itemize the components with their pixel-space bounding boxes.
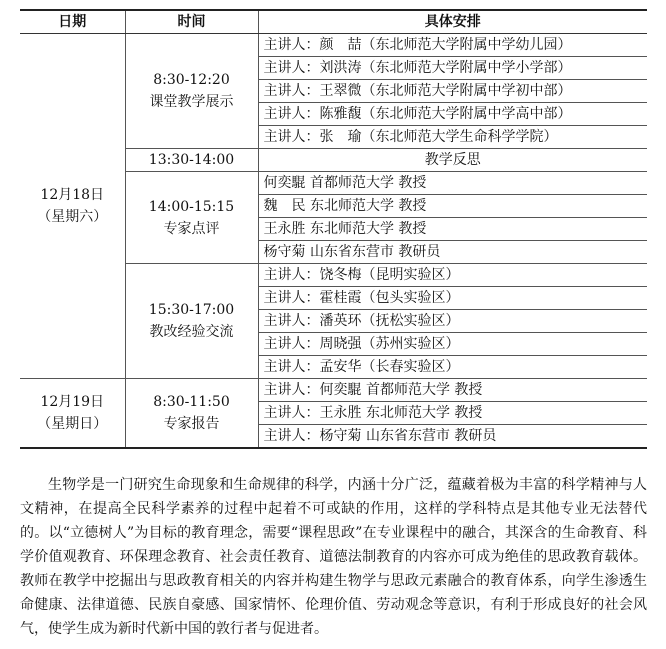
- header-arrangement: 具体安排: [258, 10, 647, 34]
- day1-block2-label: 专家点评: [163, 220, 220, 237]
- schedule-table: [20, 9, 647, 449]
- day2-block0-item-1: 主讲人：王永胜 东北师范大学 教授: [258, 402, 647, 425]
- day2-block0-time: 8:30-11:50: [153, 394, 230, 410]
- day1-block3-item-3: 主讲人：周晓强（苏州实验区）: [258, 333, 647, 356]
- day1-date: 12月18日: [40, 187, 105, 203]
- day1-block3-item-1: 主讲人：霍桂霞（包头实验区）: [258, 287, 647, 310]
- day1-block2-time: 14:00-15:15: [148, 198, 235, 215]
- table-row: [20, 379, 647, 402]
- day1-block0-item-0: 主讲人：颜 喆（东北师范大学附属中学幼儿园）: [258, 34, 647, 57]
- day1-block0-item-4: 主讲人：张 瑜（东北师范大学生命科学学院）: [258, 126, 647, 149]
- day1-block1-item-0: 教学反思: [258, 149, 647, 172]
- table-row: [20, 34, 647, 57]
- day2-block0-time-cell: [125, 379, 258, 449]
- day1-block0-time-cell: [125, 34, 258, 149]
- day1-date-cell: [20, 34, 125, 379]
- day2-weekday: （星期日）: [37, 416, 108, 432]
- day1-block0-item-1: 主讲人：刘洪涛（东北师范大学附属中学小学部）: [258, 57, 647, 80]
- day1-block2-item-3: 杨守菊 山东省东营市 教研员: [258, 241, 647, 264]
- day2-block0-item-0: 主讲人：何奕騉 首都师范大学 教授: [258, 379, 647, 402]
- day1-weekday: （星期六）: [37, 209, 108, 225]
- header-time: 时间: [125, 10, 258, 34]
- day1-block3-time-cell: [125, 264, 258, 379]
- day1-block0-item-3: 主讲人：陈雅馥（东北师范大学附属中学高中部）: [258, 103, 647, 126]
- day1-block1-time: 13:30-14:00: [125, 149, 258, 172]
- day1-block0-label: 课堂教学展示: [149, 94, 234, 110]
- day1-block0-item-2: 主讲人：王翠微（东北师范大学附属中学初中部）: [258, 80, 647, 103]
- header-date: 日期: [20, 10, 125, 34]
- table-header-row: [20, 10, 647, 34]
- day2-block0-label: 专家报告: [163, 416, 220, 432]
- day1-block2-time-cell: [125, 172, 258, 264]
- day2-date: 12月19日: [40, 394, 105, 410]
- day2-date-cell: [20, 379, 125, 449]
- day1-block3-item-4: 主讲人：孟安华（长春实验区）: [258, 356, 647, 379]
- day2-block0-item-2: 主讲人：杨守菊 山东省东营市 教研员: [258, 425, 647, 449]
- body-paragraph: 生物学是一门研究生命现象和生命规律的科学，内涵十分广泛，蕴藏着极为丰富的科学精神与人文精神，在提高全民科学素养的过程中起着不可或缺的作用，这样的学科特点是其他专业无法替代的。以“立德树人”为目标的教育理念，需要“课程思政”在专业课程中的融合，其深含的生命教育、科学价值观教育、环保理念教育、社会责任教育、道德法制教育的内容亦可成为绝佳的思政教育载体。教师在教学中挖掘出与思政教育相关的内容并构建生物学与思政元素融合的教育体系，向学生渗透生命健康、法律道德、民族自豪感、国家情怀、伦理价值、劳动观念等意识，有利于形成良好的社会风气，使学生成为新时代新中国的敦行者与促进者。: [20, 477, 647, 637]
- day1-block3-label: 教改经验交流: [149, 324, 234, 340]
- day1-block2-item-1: 魏 民 东北师范大学 教授: [258, 195, 647, 218]
- day1-block2-item-0: 何奕騉 首都师范大学 教授: [258, 172, 647, 195]
- day1-block2-item-2: 王永胜 东北师范大学 教授: [258, 218, 647, 241]
- day1-block3-time: 15:30-17:00: [148, 302, 235, 318]
- day1-block3-item-2: 主讲人：潘英环（抚松实验区）: [258, 310, 647, 333]
- day1-block0-time: 8:30-12:20: [153, 72, 230, 88]
- day1-block3-item-0: 主讲人：饶冬梅（昆明实验区）: [258, 264, 647, 287]
